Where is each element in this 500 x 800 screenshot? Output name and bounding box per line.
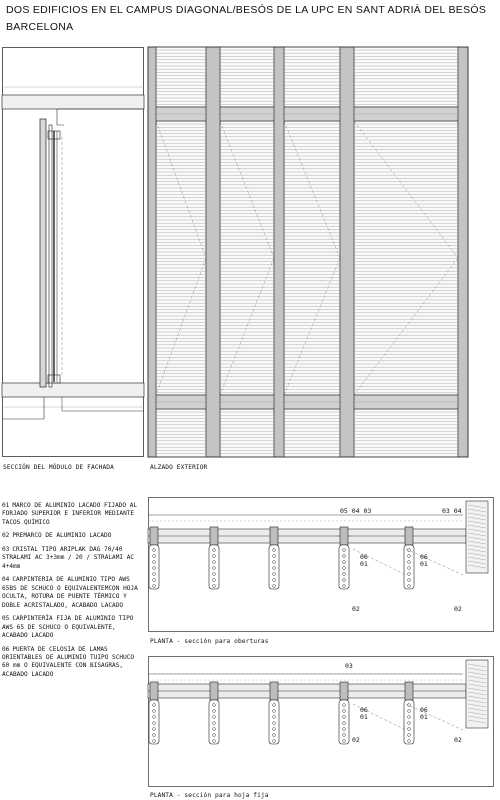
plan-openings-caption: PLANTA - sección para oberturas [150,638,269,645]
plan-openings-label: 02 [352,605,360,613]
title-line-2: BARCELONA [6,21,74,33]
louvre-panel [354,121,458,395]
plan-fixed-label: 01 [420,713,428,721]
title-line-1: DOS EDIFICIOS EN EL CAMPUS DIAGONAL/BESÓS DE LA UPC EN SANT ADRIÀ DEL BESÓS [6,4,487,16]
mullion [210,527,218,545]
column [148,47,156,457]
louvre-panel [284,409,340,457]
facade-elevation-drawing [148,47,468,457]
legend-item: 03 CRISTAL TIPO ARIPLAK DAG 70/40 STRALAMI AC 3+3mm / 20 / STRALAMI AC 4+4mm [2,546,135,570]
mullion [340,527,348,545]
column [340,47,354,457]
mullion [150,527,158,545]
page-title [6,2,494,36]
louvre-panel [220,409,274,457]
plan-fixed-label: 06 [420,706,428,714]
louvre-panel [220,121,274,395]
mullion [340,682,348,700]
column [274,47,284,457]
legend [2,502,144,684]
legend-item: 01 MARCO DE ALUMINIO LACADO FIJADO AL FORJADO SUPERIOR E INFERIOR MEDIANTE TACOS QUÍMICO [2,502,138,526]
plan-openings-label: 06 [360,553,368,561]
louvre-panel [354,409,458,457]
plan-fixed-label: 01 [360,713,368,721]
facade-section-drawing [2,47,144,457]
legend-item: 06 PUERTA DE CELOSIA DE LAMAS ORIENTABLES DE ALUMINIO TUIPO SCHUCO 60 mm O EQUIVALENTE CON BISAGRAS, ACABADO LACADO [2,645,135,678]
legend-item: 05 CARPINTERÍA FIJA DE ALUMINIO TIPO AWS 65 DE SCHUCO O EQUIVALENTE, ACABADO LACADO [2,615,134,640]
column [206,47,220,457]
mullion [270,527,278,545]
legend-item: 04 CARPINTERIA DE ALUMINIO TIPO AWS 65BS DE SCHUCO O EQUIVALENTEMCON HOJA OCULTA, ROTURA DE PUENTE TÉRMICO Y DOBLE ACRISTALADO, ACABADO LACADO [2,576,138,609]
wall-jamb [466,660,488,728]
plan-fixed-label: 02 [352,736,360,744]
column [458,47,468,457]
mullion [150,682,158,700]
mullion [210,682,218,700]
mullion [270,682,278,700]
section-caption: SECCIÓN DEL MÓDULO DE FACHADA [3,464,114,471]
plan-fixed-drawing [148,656,494,788]
plan-openings-label: 02 [454,605,462,613]
louvre-panel [156,409,206,457]
mullion [405,682,413,700]
plan-openings-label: 01 [420,560,428,568]
louvre-panel [284,121,340,395]
plan-openings-drawing [148,497,494,633]
plan-fixed-caption: PLANTA - sección para hoja fija [150,792,269,799]
elevation-caption: ALZADO EXTERIOR [150,464,208,471]
plan-openings-label: 06 [420,553,428,561]
plan-fixed-label: 02 [454,736,462,744]
plan-openings-label-top-left: 05 04 03 [340,507,372,515]
louvre-panel [156,121,206,395]
plan-openings-label-top-right: 03 04 [442,507,462,515]
plan-openings-label: 01 [360,560,368,568]
plan-fixed-label-top: 03 [345,662,353,670]
plan-fixed-label: 06 [360,706,368,714]
legend-item: 02 PREMARCO DE ALUMINIO LACADO [2,532,112,540]
mullion [405,527,413,545]
